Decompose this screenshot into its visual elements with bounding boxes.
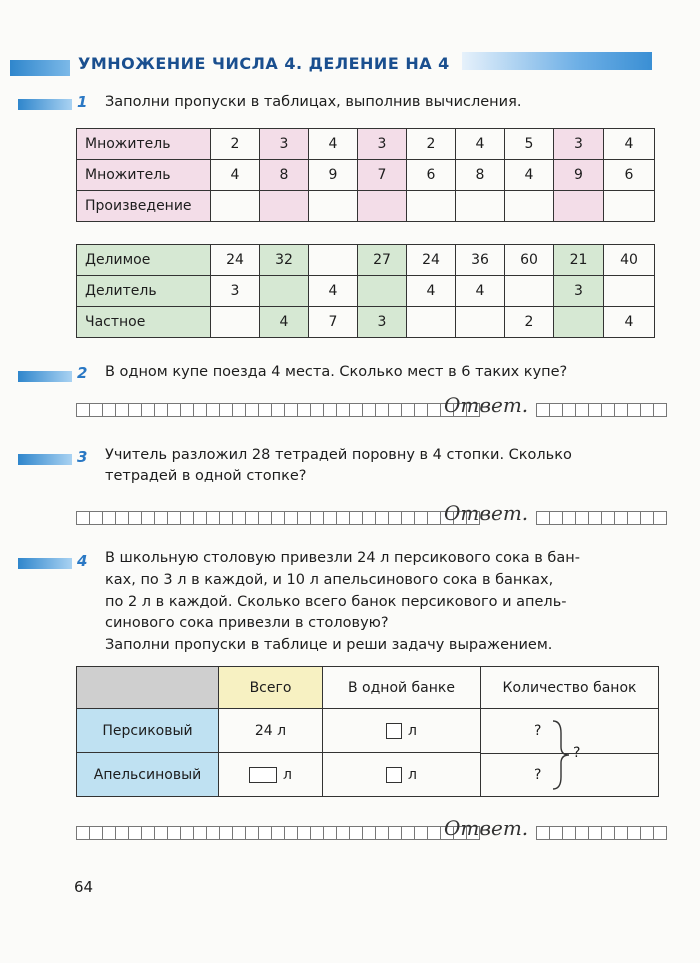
answer-cell[interactable] <box>102 403 116 417</box>
row-label: Произведение <box>77 191 211 222</box>
answer-cell[interactable] <box>336 511 350 525</box>
answer-cell[interactable] <box>258 826 272 840</box>
answer-cell[interactable] <box>388 511 402 525</box>
answer-cell[interactable] <box>627 511 641 525</box>
task-text: В одном купе поезда 4 места. Сколько мест в 6 таких купе? <box>105 364 568 380</box>
answer-cell[interactable] <box>297 511 311 525</box>
answer-cell[interactable] <box>245 826 259 840</box>
juice-table <box>76 666 659 797</box>
answer-strip <box>76 511 479 524</box>
table-cell: 3 <box>554 276 604 307</box>
answer-cell[interactable] <box>284 826 298 840</box>
answer-cell[interactable] <box>310 826 324 840</box>
table-cell: 4 <box>456 276 505 307</box>
orange-per-can <box>323 753 481 797</box>
answer-cell[interactable] <box>206 826 220 840</box>
answer-box[interactable] <box>386 767 402 783</box>
answer-cell[interactable] <box>375 511 389 525</box>
task-text-line: синового сока привезли в столовую? <box>105 615 389 631</box>
answer-cell[interactable] <box>427 511 441 525</box>
answer-cell[interactable] <box>536 826 550 840</box>
answer-cell[interactable] <box>219 511 233 525</box>
table-cell: 4 <box>309 129 358 160</box>
answer-cell[interactable] <box>562 511 576 525</box>
row-label: Делимое <box>77 245 211 276</box>
table-cell[interactable] <box>260 276 309 307</box>
answer-label: Ответ. <box>444 393 529 417</box>
table-cell[interactable] <box>260 191 309 222</box>
answer-cell[interactable] <box>601 826 615 840</box>
task-text-line: ках, по 3 л в каждой, и 10 л апельсинового сока в банках, <box>105 572 554 588</box>
table-corner-cell <box>77 667 219 709</box>
answer-cell[interactable] <box>349 511 363 525</box>
answer-cell[interactable] <box>180 826 194 840</box>
table-cell: 3 <box>554 129 604 160</box>
table-cell[interactable] <box>358 276 407 307</box>
row-label: Множитель <box>77 129 211 160</box>
answer-cell[interactable] <box>76 511 90 525</box>
answer-cell[interactable] <box>128 511 142 525</box>
answer-cell[interactable] <box>154 511 168 525</box>
answer-cell[interactable] <box>362 826 376 840</box>
question-mark-total: ? <box>573 745 581 761</box>
answer-cell[interactable] <box>310 403 324 417</box>
answer-cell[interactable] <box>536 511 550 525</box>
table-cell: 9 <box>554 160 604 191</box>
table-cell[interactable] <box>604 191 655 222</box>
answer-cell[interactable] <box>271 826 285 840</box>
table-cell: 4 <box>456 129 505 160</box>
answer-cell[interactable] <box>232 403 246 417</box>
answer-cell[interactable] <box>588 403 602 417</box>
answer-cell[interactable] <box>549 826 563 840</box>
count-cell <box>481 709 659 797</box>
table-cell: 9 <box>309 160 358 191</box>
answer-cell[interactable] <box>141 511 155 525</box>
table-cell[interactable] <box>309 245 358 276</box>
table-cell: 8 <box>456 160 505 191</box>
answer-cell[interactable] <box>388 826 402 840</box>
table-cell: 4 <box>211 160 260 191</box>
table-cell[interactable] <box>407 191 456 222</box>
row-divider <box>481 753 658 754</box>
answer-cell[interactable] <box>614 403 628 417</box>
row-label: Частное <box>77 307 211 338</box>
answer-cell[interactable] <box>588 826 602 840</box>
answer-cell[interactable] <box>427 403 441 417</box>
answer-cell[interactable] <box>141 403 155 417</box>
answer-cell[interactable] <box>536 403 550 417</box>
answer-cell[interactable] <box>284 511 298 525</box>
table-cell[interactable] <box>456 307 505 338</box>
row-label-peach: Персиковый <box>77 709 219 753</box>
answer-cell[interactable] <box>206 511 220 525</box>
answer-cell[interactable] <box>349 403 363 417</box>
table-cell: 3 <box>211 276 260 307</box>
task-text-line: Учитель разложил 28 тетрадей поровну в 4 стопки. Сколько <box>105 447 572 463</box>
answer-cell[interactable] <box>154 403 168 417</box>
answer-cell[interactable] <box>167 511 181 525</box>
answer-cell[interactable] <box>627 826 641 840</box>
table-cell[interactable] <box>358 191 407 222</box>
answer-cell[interactable] <box>128 403 142 417</box>
task-marker <box>18 558 72 569</box>
answer-cell[interactable] <box>375 403 389 417</box>
answer-cell[interactable] <box>245 403 259 417</box>
table-cell: 4 <box>505 160 554 191</box>
answer-cell[interactable] <box>414 511 428 525</box>
task-text-line: В школьную столовую привезли 24 л персикового сока в бан- <box>105 550 580 566</box>
table-cell[interactable] <box>211 191 260 222</box>
row-label: Множитель <box>77 160 211 191</box>
task-marker <box>18 454 72 465</box>
answer-cell[interactable] <box>375 826 389 840</box>
answer-cell[interactable] <box>336 826 350 840</box>
answer-cell[interactable] <box>640 511 654 525</box>
table-cell: 40 <box>604 245 655 276</box>
answer-cell[interactable] <box>562 826 576 840</box>
table-cell: 8 <box>260 160 309 191</box>
answer-cell[interactable] <box>115 511 129 525</box>
table-cell: 4 <box>604 129 655 160</box>
col-header-per-can: В одной банке <box>323 667 481 709</box>
task-number: 4 <box>77 552 88 570</box>
answer-box[interactable] <box>386 723 402 739</box>
table-cell[interactable] <box>604 276 655 307</box>
answer-label: Ответ. <box>444 816 529 840</box>
answer-cell[interactable] <box>549 511 563 525</box>
answer-cell[interactable] <box>115 826 129 840</box>
answer-cell[interactable] <box>414 403 428 417</box>
answer-cell[interactable] <box>614 826 628 840</box>
answer-cell[interactable] <box>297 403 311 417</box>
unit-label: л <box>408 722 417 739</box>
answer-cell[interactable] <box>219 403 233 417</box>
page-number: 64 <box>74 878 94 896</box>
answer-strip <box>76 403 479 416</box>
unit-label: л <box>283 766 292 783</box>
answer-cell[interactable] <box>180 511 194 525</box>
answer-cell[interactable] <box>232 826 246 840</box>
answer-strip <box>76 826 479 839</box>
answer-cell[interactable] <box>640 826 654 840</box>
table-cell: 2 <box>211 129 260 160</box>
col-header-total: Всего <box>219 667 323 709</box>
answer-cell[interactable] <box>310 511 324 525</box>
answer-cell[interactable] <box>271 511 285 525</box>
answer-cell[interactable] <box>575 403 589 417</box>
answer-cell[interactable] <box>653 403 667 417</box>
header-stripe-left <box>10 60 70 76</box>
answer-cell[interactable] <box>401 403 415 417</box>
answer-cell[interactable] <box>193 403 207 417</box>
answer-cell[interactable] <box>362 403 376 417</box>
table-cell: 7 <box>358 160 407 191</box>
answer-cell[interactable] <box>154 826 168 840</box>
answer-cell[interactable] <box>653 826 667 840</box>
answer-cell[interactable] <box>258 403 272 417</box>
page-title: УМНОЖЕНИЕ ЧИСЛА 4. ДЕЛЕНИЕ НА 4 <box>78 54 450 73</box>
table-cell: 4 <box>309 276 358 307</box>
task-text-line: тетрадей в одной стопке? <box>105 468 307 484</box>
table-cell: 2 <box>407 129 456 160</box>
table-cell[interactable] <box>554 191 604 222</box>
task-text: Заполни пропуски в таблицах, выполнив вычисления. <box>105 94 522 110</box>
answer-cell[interactable] <box>128 826 142 840</box>
answer-cell[interactable] <box>167 826 181 840</box>
answer-cell[interactable] <box>193 511 207 525</box>
answer-cell[interactable] <box>284 403 298 417</box>
task-marker <box>18 99 72 110</box>
division-table <box>76 244 655 338</box>
answer-cell[interactable] <box>601 403 615 417</box>
table-cell: 5 <box>505 129 554 160</box>
table-cell: 24 <box>407 245 456 276</box>
table-cell: 2 <box>505 307 554 338</box>
answer-cell[interactable] <box>297 826 311 840</box>
answer-cell[interactable] <box>206 403 220 417</box>
row-label: Делитель <box>77 276 211 307</box>
answer-cell[interactable] <box>653 511 667 525</box>
answer-cell[interactable] <box>180 403 194 417</box>
answer-cell[interactable] <box>349 826 363 840</box>
answer-strip <box>536 511 666 524</box>
answer-cell[interactable] <box>627 403 641 417</box>
answer-cell[interactable] <box>323 511 337 525</box>
table-cell: 27 <box>358 245 407 276</box>
answer-cell[interactable] <box>102 511 116 525</box>
peach-per-can <box>323 709 481 753</box>
answer-cell[interactable] <box>219 826 233 840</box>
table-cell: 24 <box>211 245 260 276</box>
table-cell: 4 <box>407 276 456 307</box>
answer-cell[interactable] <box>388 403 402 417</box>
task-number: 2 <box>77 364 88 382</box>
table-cell[interactable] <box>505 276 554 307</box>
table-cell: 3 <box>358 129 407 160</box>
table-cell[interactable] <box>211 307 260 338</box>
answer-cell[interactable] <box>115 403 129 417</box>
answer-cell[interactable] <box>414 826 428 840</box>
answer-strip <box>536 403 666 416</box>
answer-cell[interactable] <box>271 403 285 417</box>
task-number: 3 <box>77 448 88 466</box>
answer-cell[interactable] <box>102 826 116 840</box>
answer-cell[interactable] <box>245 511 259 525</box>
answer-cell[interactable] <box>549 403 563 417</box>
answer-cell[interactable] <box>427 826 441 840</box>
table-cell: 4 <box>604 307 655 338</box>
table-cell: 6 <box>604 160 655 191</box>
task-text-line: по 2 л в каждой. Сколько всего банок персикового и апель- <box>105 594 567 610</box>
answer-cell[interactable] <box>575 511 589 525</box>
peach-total: 24 л <box>219 709 323 753</box>
table-cell[interactable] <box>407 307 456 338</box>
table-cell: 3 <box>358 307 407 338</box>
answer-cell[interactable] <box>167 403 181 417</box>
task-number: 1 <box>77 93 88 111</box>
table-cell: 4 <box>260 307 309 338</box>
row-label-orange: Апельсиновый <box>77 753 219 797</box>
table-cell: 60 <box>505 245 554 276</box>
answer-cell[interactable] <box>89 511 103 525</box>
table-cell: 32 <box>260 245 309 276</box>
header-stripe-right <box>462 52 652 70</box>
table-cell: 21 <box>554 245 604 276</box>
answer-cell[interactable] <box>258 511 272 525</box>
answer-cell[interactable] <box>232 511 246 525</box>
answer-cell[interactable] <box>601 511 615 525</box>
question-mark: ? <box>534 723 542 739</box>
answer-cell[interactable] <box>614 511 628 525</box>
answer-cell[interactable] <box>89 826 103 840</box>
orange-total <box>219 753 323 797</box>
table-cell: 3 <box>260 129 309 160</box>
task-text-line: Заполни пропуски в таблице и реши задачу выражением. <box>105 637 553 653</box>
table-cell: 6 <box>407 160 456 191</box>
multiplication-table <box>76 128 655 222</box>
answer-cell[interactable] <box>401 511 415 525</box>
answer-box[interactable] <box>249 767 277 783</box>
table-cell[interactable] <box>309 191 358 222</box>
answer-cell[interactable] <box>323 826 337 840</box>
brace-icon <box>551 719 571 791</box>
task-marker <box>18 371 72 382</box>
answer-cell[interactable] <box>89 403 103 417</box>
answer-cell[interactable] <box>193 826 207 840</box>
table-cell[interactable] <box>554 307 604 338</box>
answer-cell[interactable] <box>323 403 337 417</box>
answer-cell[interactable] <box>562 403 576 417</box>
answer-strip <box>536 826 666 839</box>
table-cell[interactable] <box>456 191 505 222</box>
answer-cell[interactable] <box>575 826 589 840</box>
answer-cell[interactable] <box>76 826 90 840</box>
answer-cell[interactable] <box>588 511 602 525</box>
unit-label: л <box>408 766 417 783</box>
answer-cell[interactable] <box>336 403 350 417</box>
answer-cell[interactable] <box>141 826 155 840</box>
col-header-count: Количество банок <box>481 667 659 709</box>
table-cell: 7 <box>309 307 358 338</box>
table-cell[interactable] <box>505 191 554 222</box>
table-cell: 36 <box>456 245 505 276</box>
question-mark: ? <box>534 767 542 783</box>
answer-cell[interactable] <box>76 403 90 417</box>
answer-cell[interactable] <box>362 511 376 525</box>
answer-cell[interactable] <box>401 826 415 840</box>
answer-label: Ответ. <box>444 501 529 525</box>
answer-cell[interactable] <box>640 403 654 417</box>
